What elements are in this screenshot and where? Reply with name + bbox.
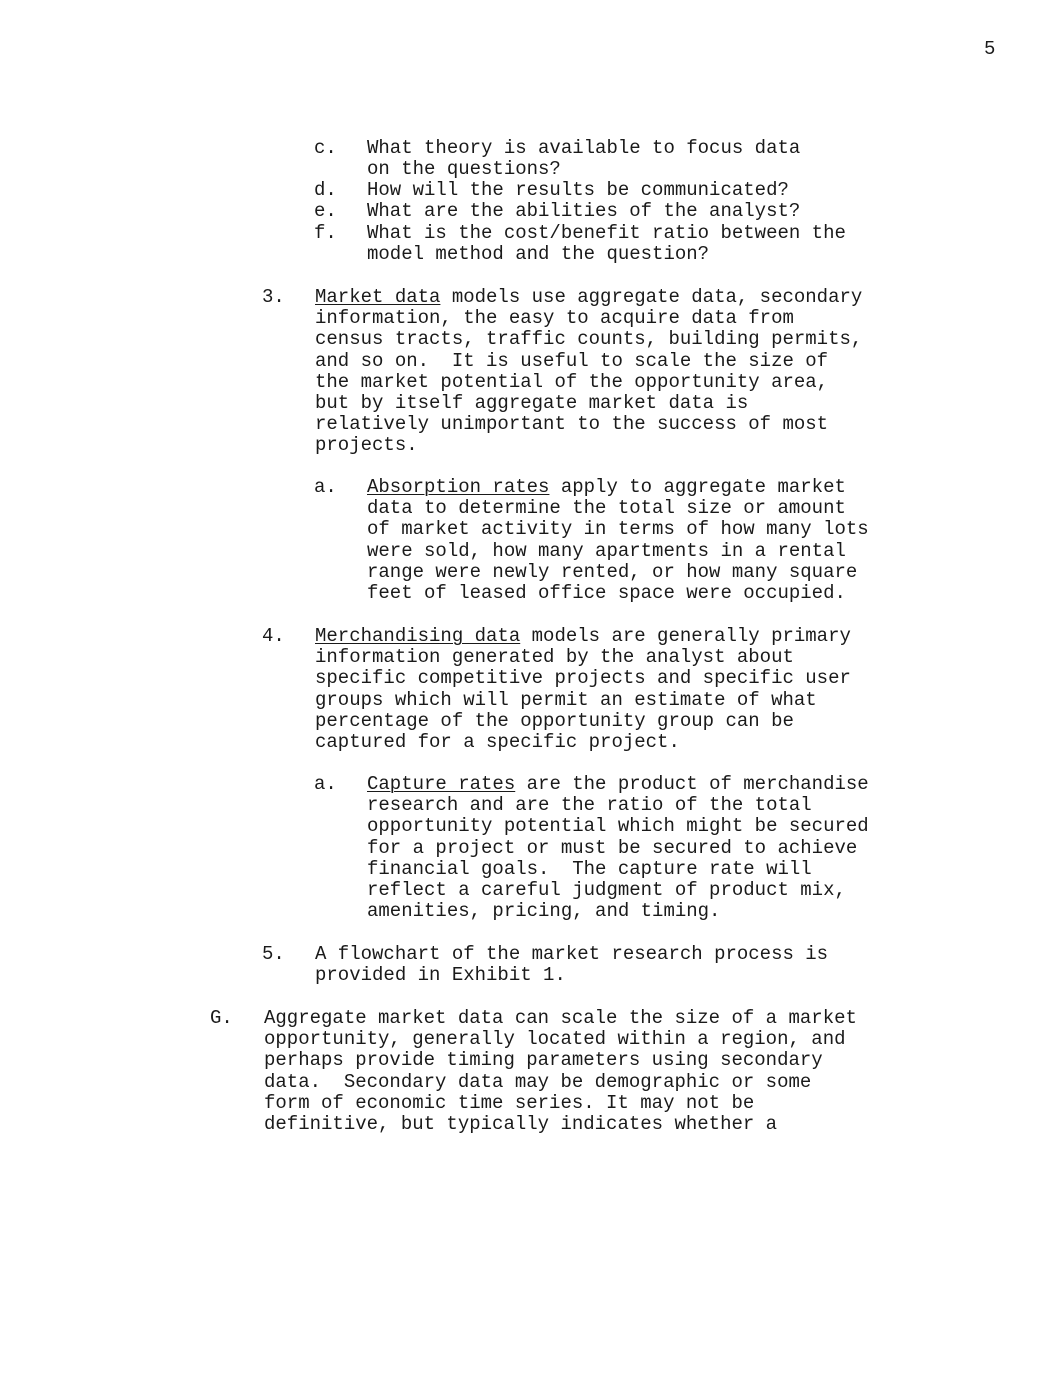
item-4-marker: 4.	[262, 625, 285, 647]
item-4a-marker: a.	[314, 773, 337, 795]
item-4-text: Merchandising data models are generally primary information generated by the analyst about specific competitive projects and specific user groups which will permit an estimate of what percentage of the opportunity group can be captured for a specific project.	[315, 625, 851, 754]
item-d-text: How will the results be communicated?	[367, 179, 789, 201]
item-e-text: What are the abilities of the analyst?	[367, 200, 801, 222]
item-4a-text: Capture rates are the product of merchandise research and are the ratio of the total opportunity potential which might be secured for a project or must be secured to achieve financial goals. The capture rate will reflect a careful judgment of product mix, amenities, pricing, and timing.	[367, 773, 869, 923]
item-f-text: What is the cost/benefit ratio between the model method and the question?	[367, 222, 846, 266]
page-number: 5	[984, 38, 996, 60]
item-e-marker: e.	[314, 200, 337, 222]
item-3-text: Market data models use aggregate data, secondary information, the easy to acquire data from census tracts, traffic counts, building permits, and so on. It is useful to scale the size of the market potential of the opportunity area, but by itself aggregate market data is relatively unimportant to the success of most projects.	[315, 286, 863, 457]
item-g-marker: G.	[210, 1007, 233, 1029]
market-data-term: Market data	[315, 286, 441, 308]
item-5-marker: 5.	[262, 943, 285, 965]
absorption-rates-term: Absorption rates	[367, 476, 550, 498]
item-g-text: Aggregate market data can scale the size of a market opportunity, generally located within a region, and perhaps provide timing parameters using secondary data. Secondary data may be demographic or some form of economic time series. It may not be definitive, but typically indicates whether a	[264, 1007, 857, 1136]
item-3-marker: 3.	[262, 286, 285, 308]
item-3a-marker: a.	[314, 476, 337, 498]
item-c-marker: c.	[314, 137, 337, 159]
item-f-marker: f.	[314, 222, 337, 244]
item-3a-text: Absorption rates apply to aggregate market data to determine the total size or amount of market activity in terms of how many lots were sold, how many apartments in a rental range were newly rented, or how many square feet of leased office space were occupied.	[367, 476, 869, 605]
item-c-text: What theory is available to focus data on the questions?	[367, 137, 801, 181]
item-5-text: A flowchart of the market research process is provided in Exhibit 1.	[315, 943, 829, 987]
merchandising-data-term: Merchandising data	[315, 625, 521, 647]
item-d-marker: d.	[314, 179, 337, 201]
capture-rates-term: Capture rates	[367, 773, 516, 795]
